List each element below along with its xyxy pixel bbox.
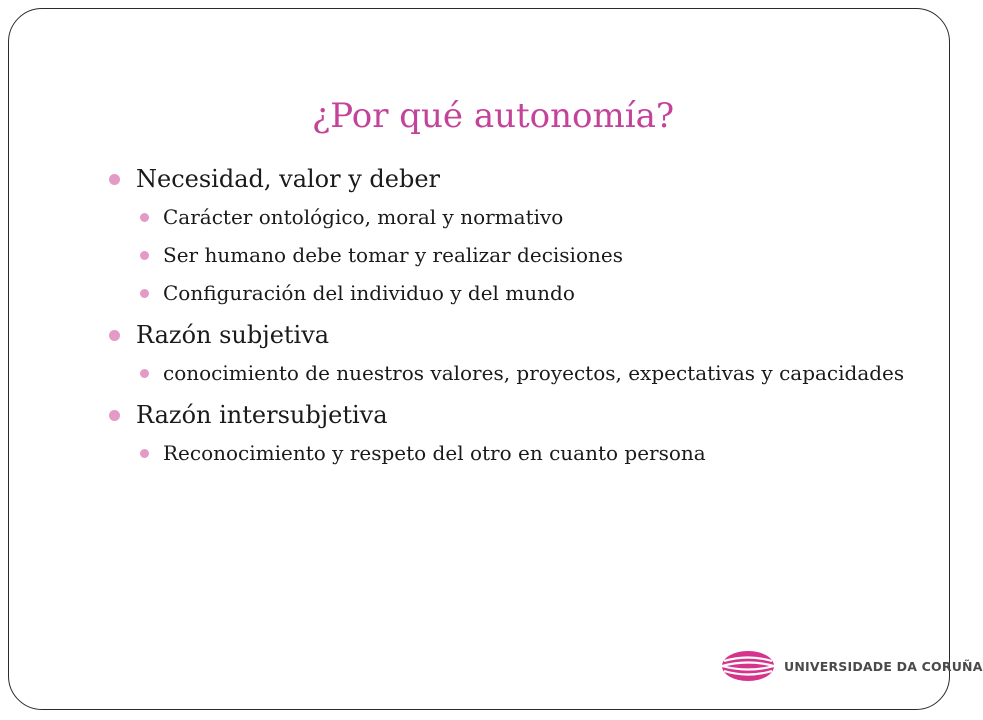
bullet-text: Reconocimiento y respeto del otro en cuanto persona xyxy=(163,441,706,465)
bullet-dot-icon xyxy=(109,330,120,341)
bullet-dot-icon xyxy=(140,449,149,458)
bullet-dot-icon xyxy=(109,174,120,185)
bullet-text: Configuración del individuo y del mundo xyxy=(163,281,575,305)
bullet-level2 xyxy=(105,438,905,468)
udc-logo-icon xyxy=(720,648,776,684)
bullet-dot-icon xyxy=(140,369,149,378)
bullet-text: Razón subjetiva xyxy=(136,321,330,349)
bullet-level1 xyxy=(105,396,905,434)
bullet-text: Necesidad, valor y deber xyxy=(136,165,441,193)
bullet-level1 xyxy=(105,160,905,198)
bullet-level2 xyxy=(105,278,905,308)
bullet-text: conocimiento de nuestros valores, proyectos, expectativas y capacidades xyxy=(163,361,905,385)
logo-text: UNIVERSIDADE DA CORUÑA xyxy=(784,658,983,674)
bullet-text: Razón intersubjetiva xyxy=(136,401,388,429)
bullet-level2 xyxy=(105,240,905,270)
bullet-level2 xyxy=(105,202,905,232)
slide-title: ¿Por qué autonomía? xyxy=(312,96,675,136)
bullet-dot-icon xyxy=(140,213,149,222)
bullet-dot-icon xyxy=(140,289,149,298)
university-logo xyxy=(720,648,983,684)
bullet-text: Ser humano debe tomar y realizar decisiones xyxy=(163,243,623,267)
bullet-dot-icon xyxy=(140,251,149,260)
slide-content xyxy=(105,160,905,476)
bullet-level1 xyxy=(105,316,905,354)
bullet-dot-icon xyxy=(109,410,120,421)
bullet-level2 xyxy=(105,358,905,388)
bullet-text: Carácter ontológico, moral y normativo xyxy=(163,205,564,229)
